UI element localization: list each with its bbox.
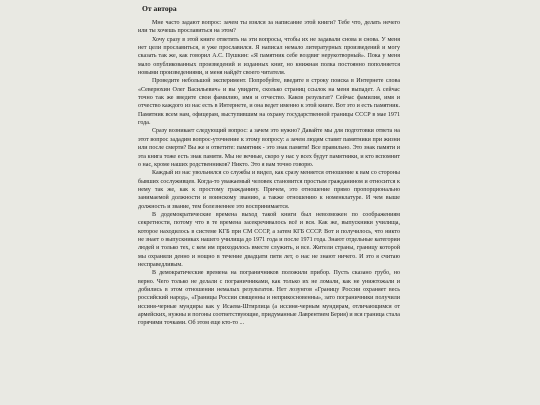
paragraph: Проведите небольшой эксперимент. Попробуйте, введите в строку поиска в Интернете слова «Северюхин Олег Васильевич» и вы увидите, сколько страниц ссылок на меня выпадет. А сейчас точно так же введите свои фамилию, имя и отчество. Каков результат? Сейчас фамилия, имя и отчество каждого из нас есть в Интернете, и она ведет именно к этой книге. Вот это и есть памятник. Памятник всем нам, офицерам, выступившим на охрану государственной границы СССР в мае 1971 года. (138, 78, 400, 127)
paragraph: Каждый из нас увольнялся со службы и видел, как сразу меняется отношение к вам со стороны бывших сослуживцев. Когда-то уважаемый человек становится простым гражданином и относится к нему так же, как к простому гражданину. Причем, это отношение прямо пропорционально занимаемой должности и воинскому званию, а также отношению к номенклатуре. И чем выше должность и звание, тем болезненнее это воспринимается. (138, 170, 400, 210)
paragraph: Мне часто задают вопрос: зачем ты взялся за написание этой книги? Тебе что, делать нечего или ты хочешь прославиться на этом? (138, 20, 400, 35)
paragraph: Хочу сразу в этой книге ответить на эти вопросы, чтобы их не задавали снова и снова. У меня нет цели прославиться, я уже прославился. Я написал немало литературных произведений и могу сказать так же, как говорил А.С. Пушкин: «Я памятник себе воздвиг нерукотворный». Пока у меня мало опубликованных произведений и изданных книг, но книжная полка постоянно пополняется новыми произведениями, и меня найдёт своего читателя. (138, 36, 400, 77)
paragraph: Сразу возникает следующий вопрос: а зачем это нужно? Давайте мы для подготовки ответа на этот вопрос зададим вопрос-уточнение к этому вопросу: а зачем людям ставят памятники при жизни или после смерти? Вы же и ответите: памятник - это знак памяти! Все правильно. Это знак памяти и эта книга тоже есть знак памяти. Мы не вечные, скоро у нас у всех будут памятники, и кто вспомнит о нас, кроме наших родственников? Никто. Это я вам точно говорю. (138, 128, 400, 168)
paragraph: В демократические времена на пограничников положили прибор. Пусть сказано грубо, но верно. Чего только не делали с пограничниками, как только их не ломали, как не унижтожали и добились в этом отношении немалых результатов. Нет лозунгов «Границу России охраняет весь российский народ», «Границы России священны и неприкосновенны», зато пограничники получили иссиня-черные мундиры как у Исаева-Штирлица (а иссиня-черным мундирам, отличающимся от армейских, нужны и погоны соответствующие, придуманные Лаврентием Берия) и вся граница стала горячими точками. Об этом еще кто-то ... (138, 270, 400, 327)
document-body (138, 4, 400, 328)
section-heading: От автора (142, 4, 177, 13)
paragraph: В додемократические времена выход такой книги был невозможен по соображениям секретности, потому что в те времена засекречивалось всё и вся. Как же, выпускники училища, которое находилось в системе КГБ при СМ СССР, а затем КГБ СССР. Вот и получилось, что никто не знает о выпускниках нашего училища до 1971 года и после 1971 года. Знают отдельные категории людей и только тех, с кем им приходилось вместе служить, и все. Жители страны, границу которой мы охраняли денно и нощно в течение двадцати пяти лет, о нас не знают ничего. И это я считаю несправедливым. (138, 211, 400, 268)
